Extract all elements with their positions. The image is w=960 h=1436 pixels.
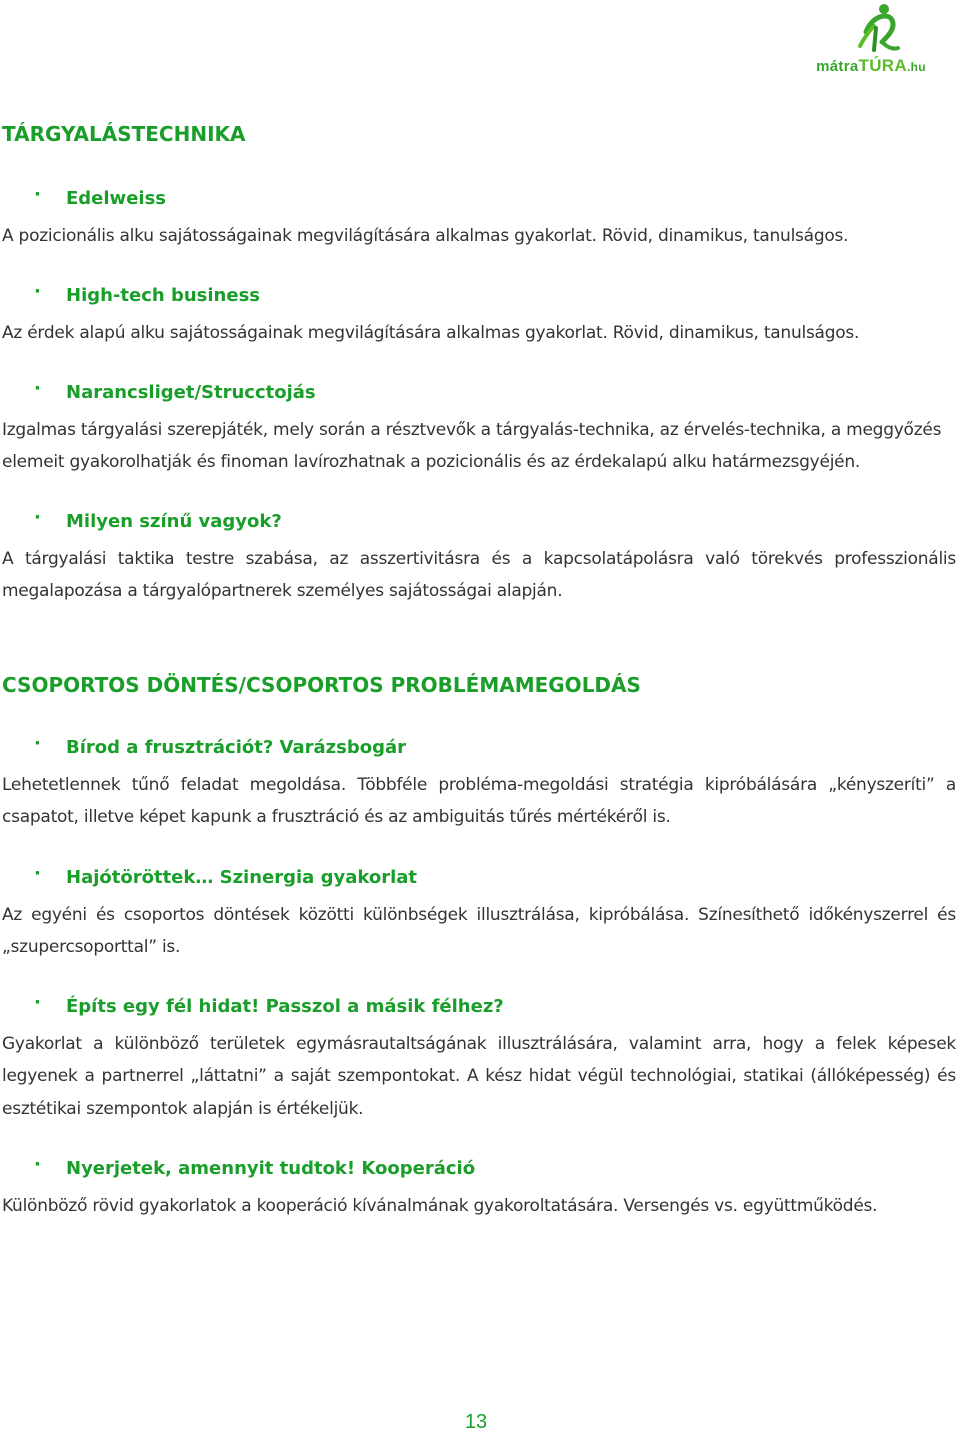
item-description: A pozicionális alku sajátosságainak megvilágítására alkalmas gyakorlat. Rövid, dinamikus, tanulságos. [2, 226, 849, 246]
bullet-icon: · [34, 863, 41, 884]
item-description: A tárgyalási taktika testre szabása, az asszertivitásra és a kapcsolatápolásra való törekvés professzionális megalapozása a tárgyalópartnerek személyes sajátosságai alapján. [2, 549, 956, 602]
section-title-csoportos-dontes: CSOPORTOS DÖNTÉS/CSOPORTOS PROBLÉMAMEGOLDÁS [2, 673, 641, 697]
item-description: Különböző rövid gyakorlatok a kooperáció kívánalmának gyakoroltatására. Versengés vs. együttműködés. [2, 1196, 878, 1216]
bullet-icon: · [34, 507, 41, 528]
item-title: High-tech business [66, 285, 261, 306]
logo-text-matra: mátra [816, 58, 859, 75]
list-item [2, 863, 956, 964]
item-title: Narancsliget/Strucctojás [66, 382, 316, 403]
item-title: Építs egy fél hidat! Passzol a másik félhez? [66, 996, 504, 1017]
list-item [2, 184, 956, 252]
bullet-icon: · [34, 184, 41, 205]
list-item [2, 733, 956, 834]
item-description: Izgalmas tárgyalási szerepjáték, mely során a résztvevők a tárgyalás-technika, az érvelés-technika, a meggyőzés elemeit gyakorolhatják és finoman lavírozhatnak a pozicionális és az érdekalapú alku határmezsgyéjén. [2, 420, 942, 473]
item-title: Hajótöröttek… Szinergia gyakorlat [66, 867, 418, 888]
item-description: Lehetetlennek tűnő feladat megoldása. Többféle probléma-megoldási stratégia kipróbálására „kényszeríti” a csapatot, illetve képet kapunk a frusztráció és az ambiguitás tűrés mértékéről is. [2, 775, 956, 828]
item-title: Milyen színű vagyok? [66, 511, 282, 532]
item-title: Edelweiss [66, 188, 166, 209]
item-description: Gyakorlat a különböző területek egymásrautaltságának illusztrálására, valamint arra, hogy a felek képesek legyenek a partnerrel „láttatni” a saját szempontokat. A kész hidat végül technológiai, statikai (állóképesség) és esztétikai szempontok alapján is értékeljük. [2, 1034, 956, 1119]
bullet-icon: · [34, 378, 41, 399]
bullet-icon: · [34, 1154, 41, 1175]
logo-text-tura: TÚRA [858, 56, 907, 75]
logo-text-hu: .hu [906, 60, 926, 74]
page-number: 13 [464, 1411, 488, 1433]
matratura-logo [796, 2, 946, 82]
figure-logo-icon [796, 2, 946, 62]
list-item [2, 378, 956, 479]
item-description: Az érdek alapú alku sajátosságainak megvilágítására alkalmas gyakorlat. Rövid, dinamikus, tanulságos. [2, 323, 860, 343]
item-title: Bírod a frusztrációt? Varázsbogár [66, 737, 407, 758]
section-title-targyalastechnika: TÁRGYALÁSTECHNIKA [2, 122, 246, 146]
bullet-icon: · [34, 281, 41, 302]
list-item [2, 992, 956, 1125]
list-item [2, 507, 956, 608]
logo-wordmark [796, 56, 946, 76]
item-description: Az egyéni és csoportos döntések közötti különbségek illusztrálása, kipróbálása. Színesíthető időkényszerrel és „szupercsoporttal” is. [2, 905, 956, 958]
list-item [2, 1154, 956, 1222]
item-title: Nyerjetek, amennyit tudtok! Kooperáció [66, 1158, 476, 1179]
bullet-icon: · [34, 992, 41, 1013]
bullet-icon: · [34, 733, 41, 754]
list-item [2, 281, 956, 349]
